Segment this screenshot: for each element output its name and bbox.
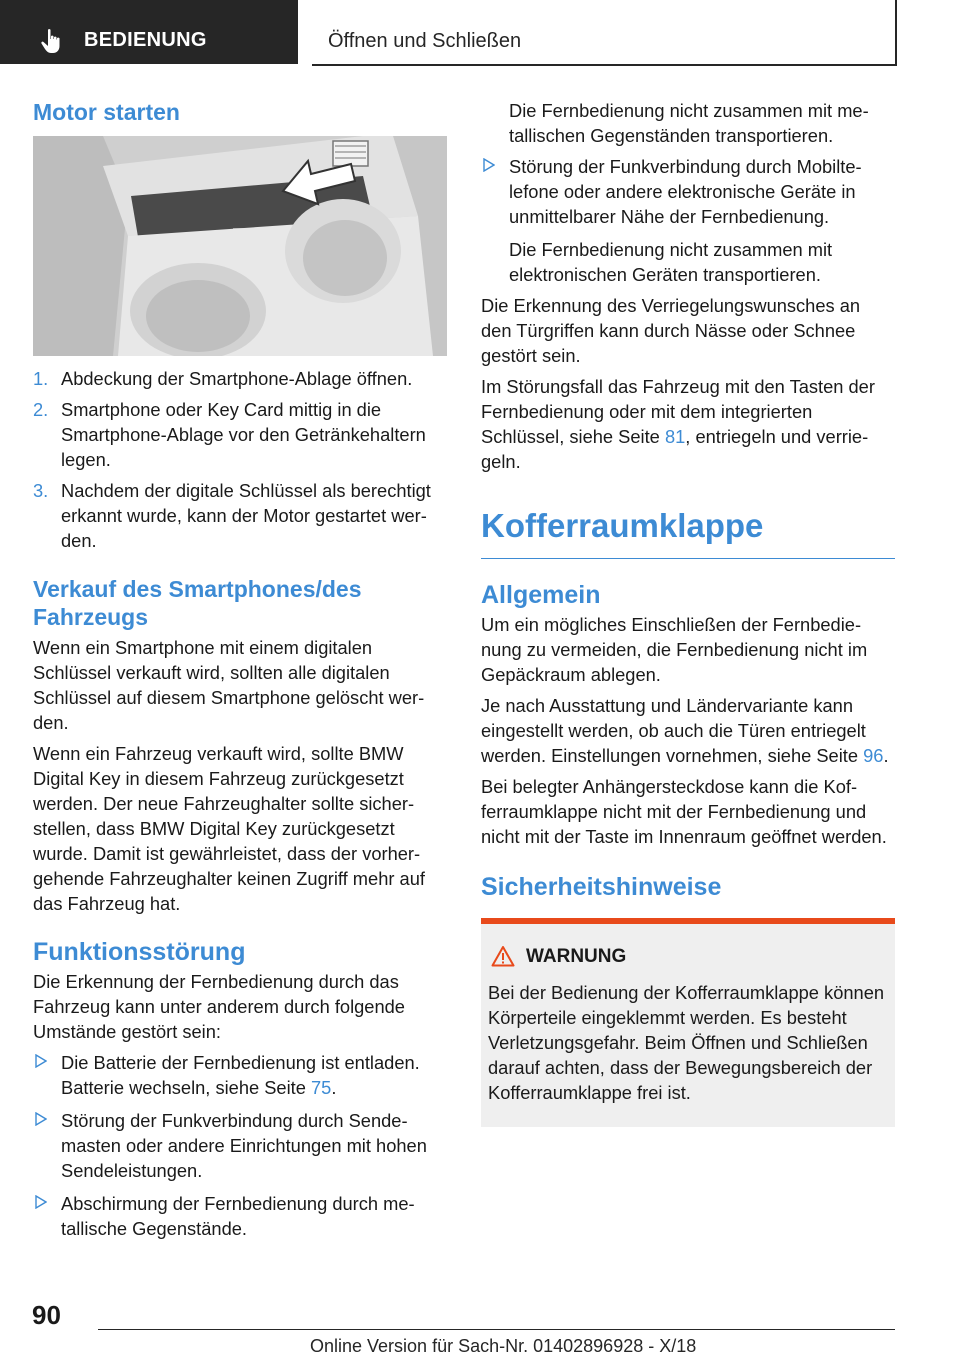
general-paragraph-1: Um ein mögliches Einschließen der Fernbedienung zu vermeiden, die Fernbedienung nicht im Gepäckraum ablegen. [481,614,868,685]
start-steps-list [33,366,451,553]
motor-start-heading: Motor starten [33,99,180,125]
page-link-75[interactable]: 75 [310,1077,332,1098]
safety-heading: Sicherheitshinweise [481,873,722,901]
warning-text: Bei der Bedienung der Kofferraumklappe können Körperteile eingeklemmt werden. Es besteht Verletzungsgefahr. Beim Öffnen und Schließen darauf achten, dass der Bewegungsbereich der Kofferraumklappe frei ist. [488,982,885,1103]
chapter-title: Öffnen und Schließen [328,30,522,52]
online-version-note: Online Version für Sach-Nr. 01402896928 - X/18 [310,1336,697,1356]
sale-paragraph-2: Wenn ein Fahrzeug verkauft wird, sollte BMW Digital Key in diesem Fahrzeug zurückgesetzt werden. Der neue Fahrzeughalter sollte sicherstellen, dass BMW Digital Key zurückgesetzt wurde. Damit ist gewährleistet, dass der vorhergehende Fahrzeughalter keinen Zugriff mehr auf das Fahrzeug hat. [33,743,425,914]
list-item: 3. Nachdem der digitale Schlüssel als berechtigt erkannt wurde, kann der Motor gestartet werden. [33,480,431,551]
section-tab [0,0,298,64]
page-link-81[interactable]: 81 [664,426,686,447]
smartphone-tray-photo [33,136,447,356]
footer-divider [98,1329,895,1330]
right-column [481,98,895,1127]
triangle-bullet-icon [35,1054,47,1068]
chapter-tab [312,0,897,66]
page-link-96[interactable]: 96 [863,745,884,766]
fault-intro: Die Erkennung der Fernbedienung durch das Fahrzeug kann unter anderem durch folgende Umstände gestört sein: [33,971,405,1042]
general-heading: Allgemein [481,581,601,609]
left-column [33,98,451,1249]
list-item: Störung der Funkverbindung durch Mobiltelefone oder andere elektronische Geräte in unmittelbarer Nähe der Fernbedienung. [481,154,895,229]
fault-heading: Funktionsstörung [33,938,246,966]
sale-paragraph-1: Wenn ein Smartphone mit einem digitalen Schlüssel verkauft wird, sollten alle digitalen Schlüssel auf diesem Smartphone gelöscht werden. [33,637,425,733]
list-item: Abschirmung der Fernbedienung durch metallische Gegenstände. [33,1191,451,1241]
bullet4-continuation: Die Fernbedienung nicht zusammen mit elektronischen Geräten transportieren. [509,239,833,285]
list-item: 2. Smartphone oder Key Card mittig in die Smartphone-Ablage vor den Getränkehaltern legen. [33,399,426,470]
hand-pointer-icon [40,28,64,54]
triangle-bullet-icon [35,1112,47,1126]
page-header [0,0,960,66]
list-item: Störung der Funkverbindung durch Sendemasten oder andere Einrichtungen mit hohen Sendeleistungen. [33,1108,451,1183]
list-item: Die Batterie der Fernbedienung ist entladen. Batterie wechseln, siehe Seite 75. [33,1050,451,1100]
triangle-bullet-icon [483,158,495,172]
general-paragraph-3: Bei belegter Anhängersteckdose kann die Kofferraumklappe nicht mit der Fernbedienung und nicht mit der Taste im Innenraum geöffnet werden. [481,776,887,847]
page-number: 90 [32,1300,61,1330]
section-title: BEDIENUNG [84,29,207,51]
sale-heading: Verkauf des Smartphones/des Fahrzeugs [33,576,362,630]
list-item: 1. Abdeckung der Smartphone-Ablage öffnen. [33,368,413,389]
lock-recognition-paragraph: Die Erkennung des Verriegelungswunsches an den Türgriffen kann durch Nässe oder Schnee gestört sein. [481,295,861,366]
fault-bullet-list-continued [481,154,895,229]
warning-box [481,918,895,1127]
center-console-illustration [33,136,447,356]
fault-case-paragraph: Im Störungsfall das Fahrzeug mit den Tasten der Fernbedienung oder mit dem integrierten Schlüssel, siehe Seite 81, entriegeln und verriegeln. [481,376,875,472]
bullet3-continuation: Die Fernbedienung nicht zusammen mit metallischen Gegenständen transportieren. [509,100,869,146]
triangle-bullet-icon [35,1195,47,1209]
fault-bullet-list [33,1050,451,1241]
warning-title: WARNUNG [488,944,887,970]
warning-triangle-icon [491,945,515,967]
general-paragraph-2: Je nach Ausstattung und Ländervariante kann eingestellt werden, ob auch die Türen entriegelt werden. Einstellungen vornehmen, siehe Seite 96. [481,695,889,766]
boot-lid-heading: Kofferraumklappe [481,504,895,559]
